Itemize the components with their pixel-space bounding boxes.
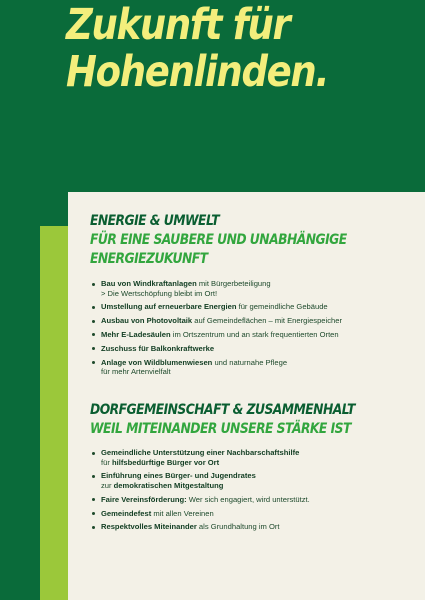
content-card (68, 192, 425, 600)
list-item-line (101, 448, 422, 458)
list-item (92, 302, 422, 312)
item-text: für mehr Artenvielfalt (101, 367, 171, 377)
item-highlight: Umstellung auf erneuerbare Energien (101, 302, 237, 312)
list-item (92, 522, 422, 532)
energy-list (92, 279, 422, 381)
item-highlight: Gemeindliche Unterstützung einer Nachbarschaftshilfe (101, 448, 300, 457)
section-title-community (90, 401, 355, 439)
headline-line-1: Zukunft für (66, 0, 290, 50)
item-highlight: Ausbau von Photovoltaik (101, 316, 193, 326)
list-item-line (101, 471, 422, 481)
item-highlight: Anlage von Wildblumenwiesen (101, 357, 213, 367)
list-item-line (101, 330, 422, 340)
section-subheading-line-1: FÜR EINE SAUBERE UND UNABHÄNGIGE (90, 232, 347, 248)
item-highlight: hilfsbedürftige Bürger vor Ort (111, 457, 220, 467)
list-item (92, 448, 422, 467)
list-item (92, 279, 422, 298)
item-highlight: Mehr E-Ladesäulen (101, 329, 171, 339)
list-item-line (101, 367, 422, 377)
item-text: für gemeindliche Gebäude (236, 302, 328, 312)
item-text: zur (101, 480, 114, 490)
list-item-line (101, 522, 422, 532)
section-heading: ENERGIE & UMWELT (90, 213, 220, 229)
item-text: Wer sich engagiert, wird unterstützt. (186, 494, 310, 504)
list-item-line (101, 279, 422, 289)
item-highlight: Einführung eines Bürger- und Jugendrates (101, 471, 256, 481)
list-item (92, 495, 422, 505)
accent-bar (40, 226, 68, 600)
item-text: für (101, 457, 112, 467)
list-item-line (101, 316, 422, 326)
item-text: mit Bürgerbeteiligung (196, 279, 271, 288)
section-heading: DORFGEMEINSCHAFT & ZUSAMMENHALT (90, 402, 355, 418)
item-highlight: Zuschuss für Balkonkraftwerke (101, 343, 215, 353)
item-text: als Grundhaltung im Ort (196, 522, 280, 532)
item-highlight: demokratischen Mitgestaltung (113, 480, 224, 490)
list-item-line (101, 495, 422, 505)
section-subheading-line-1: WEIL MITEINANDER UNSERE STÄRKE IST (90, 421, 351, 437)
item-highlight: Gemeindefest (101, 508, 152, 518)
list-item-line (101, 344, 422, 354)
list-item (92, 358, 422, 377)
item-highlight: Bau von Windkraftanlagen (101, 279, 197, 288)
list-item (92, 471, 422, 490)
item-text: mit allen Vereinen (151, 508, 214, 518)
list-item-line (101, 302, 422, 312)
page-headline (66, 2, 328, 96)
community-list (92, 448, 422, 536)
section-subheading-line-2: ENERGIEZUKUNFT (90, 251, 208, 267)
section-title-energy (90, 212, 347, 269)
list-item (92, 316, 422, 326)
list-item (92, 330, 422, 340)
list-item-line (101, 358, 422, 368)
list-item (92, 344, 422, 354)
headline-line-2: Hohenlinden. (66, 47, 329, 97)
list-item-line (101, 289, 422, 299)
item-text: im Ortszentrum und an stark frequentierten Orten (170, 329, 339, 339)
item-text: und naturnahe Pflege (212, 357, 288, 367)
list-item-line (101, 458, 422, 468)
item-text: auf Gemeindeflächen – mit Energiespeicher (192, 316, 342, 326)
list-item-line (101, 481, 422, 491)
item-text: > Die Wertschöpfung bleibt im Ort! (101, 288, 218, 298)
item-highlight: Respektvolles Miteinander (101, 522, 197, 532)
item-highlight: Faire Vereinsförderung: (101, 494, 187, 504)
list-item-line (101, 509, 422, 519)
list-item (92, 509, 422, 519)
